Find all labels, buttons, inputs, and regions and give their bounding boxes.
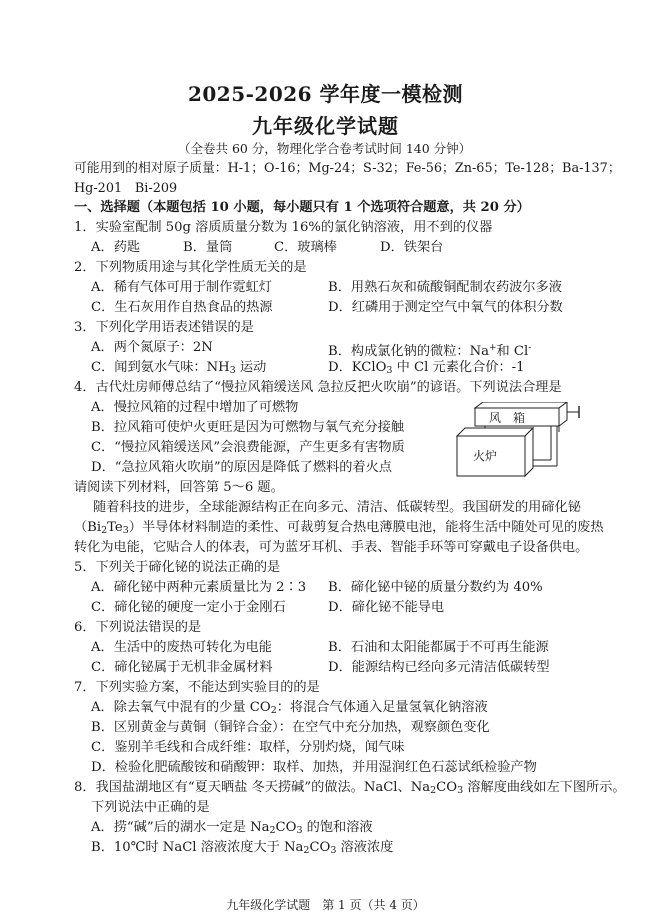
q4-option-c: C．“慢拉风箱缓送风”会浪费能源，产生更多有害物质 bbox=[91, 440, 405, 455]
q4-option-a: A．慢拉风箱的过程中增加了可燃物 bbox=[91, 400, 299, 415]
q2-option-d: D．红磷用于测定空气中氧气的体积分数 bbox=[328, 300, 563, 315]
q6-stem: 6．下列说法错误的是 bbox=[74, 620, 202, 635]
q3-option-d: D．KClO$_3$ 中 Cl 元素化合价：-1 bbox=[328, 360, 525, 376]
q7-option-c: C．鉴别羊毛线和合成纤维：取样，分别灼烧，闻气味 bbox=[91, 740, 405, 755]
q6-option-d: D．能源结构已经向多元清洁低碳转型 bbox=[328, 660, 550, 675]
exam-subtitle: 九年级化学试题 bbox=[252, 114, 399, 138]
q2-option-a: A．稀有气体可用于制作霓虹灯 bbox=[91, 280, 272, 295]
bellows-stove-diagram bbox=[455, 402, 581, 480]
q4-stem: 4．古代灶房师傅总结了“慢拉风箱缓送风 急拉反把火吹崩”的谚语。下列说法合理是 bbox=[74, 380, 562, 395]
page-footer: 九年级化学试题 第 1 页（共 4 页） bbox=[226, 898, 425, 912]
reading-paragraph-line1: 随着科技的进步，全球能源结构正在向多元、清洁、低碳转型。我国研发的用碲化铋 bbox=[93, 500, 581, 515]
reading-paragraph-line2: $(Bi_2Te_3)$半导体材料制造的柔性、可裁剪复合热电薄膜电池，能将生活中随处可见的废热 bbox=[74, 520, 604, 536]
q2-option-c: C．生石灰用作自热食品的热源 bbox=[91, 300, 273, 315]
q1-option-c: C．玻璃棒 bbox=[274, 240, 337, 255]
q6-option-b: B．石油和太阳能都属于不可再生能源 bbox=[328, 640, 549, 655]
q8-stem: 8．我国盐湖地区有“夏天晒盐 冬天捞碱”的做法。NaCl、$Na_2CO_3$ 溶解度曲线如左下图所示。 bbox=[74, 780, 626, 796]
q3-stem: 3．下列化学用语表述错误的是 bbox=[74, 320, 254, 335]
q7-stem: 7．下列实验方案，不能达到实验目的的是 bbox=[74, 680, 320, 695]
q7-option-a: A．除去氧气中混有的少量 $CO_2$：将混合气体通入足量氢氧化钠溶液 bbox=[91, 700, 488, 716]
q8-option-a: A．捞“碱”后的湖水一定是 $Na_2CO_3$ 的饱和溶液 bbox=[91, 820, 373, 836]
q3-option-a: A．两个氮原子：2N bbox=[91, 340, 213, 355]
q6-option-a: A．生活中的废热可转化为电能 bbox=[91, 640, 272, 655]
exam-note: （全卷共 60 分，物理化学合卷考试时间 140 分钟） bbox=[178, 141, 472, 156]
q1-option-d: D．铁架台 bbox=[380, 240, 444, 255]
stove-label: 火炉 bbox=[472, 449, 498, 463]
q8-stem-line2: 下列说法中正确的是 bbox=[91, 800, 210, 815]
q1-option-b: B．量筒 bbox=[183, 240, 233, 255]
atomic-masses-line2: Hg-201 Bi-209 bbox=[74, 181, 178, 196]
q5-stem: 5．下列关于碲化铋的说法正确的是 bbox=[74, 560, 281, 575]
q7-option-b: B．区别黄金与黄铜（铜锌合金）：在空气中充分加热，观察颜色变化 bbox=[91, 720, 490, 735]
q7-option-d: D．检验化肥硫酸铵和硝酸钾：取样、加热，并用湿润红色石蕊试纸检验产物 bbox=[91, 760, 537, 775]
atomic-masses-line1: 可能用到的相对原子质量：H-1；O-16；Mg-24；S-32；Fe-56；Zn-65；Te-128；Ba-137； bbox=[74, 161, 621, 176]
q2-option-b: B．用熟石灰和硫酸铜配制农药波尔多液 bbox=[328, 280, 562, 295]
q5-option-c: C．碲化铋的硬度一定小于金刚石 bbox=[91, 600, 286, 615]
q2-stem: 2．下列物质用途与其化学性质无关的是 bbox=[74, 260, 307, 275]
q4-option-d: D．“急拉风箱火吹崩”的原因是降低了燃料的着火点 bbox=[91, 460, 392, 475]
q1-option-a: A．药匙 bbox=[91, 240, 141, 255]
q5-option-a: A．碲化铋中两种元素质量比为 2∶3 bbox=[91, 580, 307, 595]
exam-title: 2025-2026 学年度一模检测 bbox=[187, 82, 464, 106]
q4-option-b: B．拉风箱可使炉火更旺是因为可燃物与氧气充分接触 bbox=[91, 420, 405, 435]
q5-option-b: B．碲化铋中铋的质量分数约为 40% bbox=[328, 580, 543, 595]
q6-option-c: C．碲化铋属于无机非金属材料 bbox=[91, 660, 273, 675]
q1-stem: 1．实验室配制 50g 溶质质量分数为 16%的氯化钠溶液，用不到的仪器 bbox=[74, 220, 493, 235]
q8-option-b: B．10℃时 NaCl 溶液浓度大于 $Na_2CO_3$ 溶液浓度 bbox=[91, 840, 394, 856]
q3-option-c: C．闻到氨水气味：$NH_3$ 运动 bbox=[91, 360, 267, 376]
reading-intro: 请阅读下列材料，回答第 5～6 题。 bbox=[74, 480, 284, 495]
section-1-heading: 一、选择题（本题包括 10 小题，每小题只有 1 个选项符合题意，共 20 分） bbox=[74, 200, 530, 215]
q3-option-b: B．构成氯化钠的微粒：Na+和 Cl- bbox=[328, 343, 532, 359]
q5-option-d: D．碲化铋不能导电 bbox=[328, 600, 445, 615]
bellows-label: 风 箱 bbox=[488, 411, 526, 425]
bellows-stove-drawing bbox=[455, 402, 581, 480]
reading-paragraph-line3: 转化为电能，它贴合人的体表，可为蓝牙耳机、手表、智能手环等可穿戴电子设备供电。 bbox=[74, 540, 589, 555]
